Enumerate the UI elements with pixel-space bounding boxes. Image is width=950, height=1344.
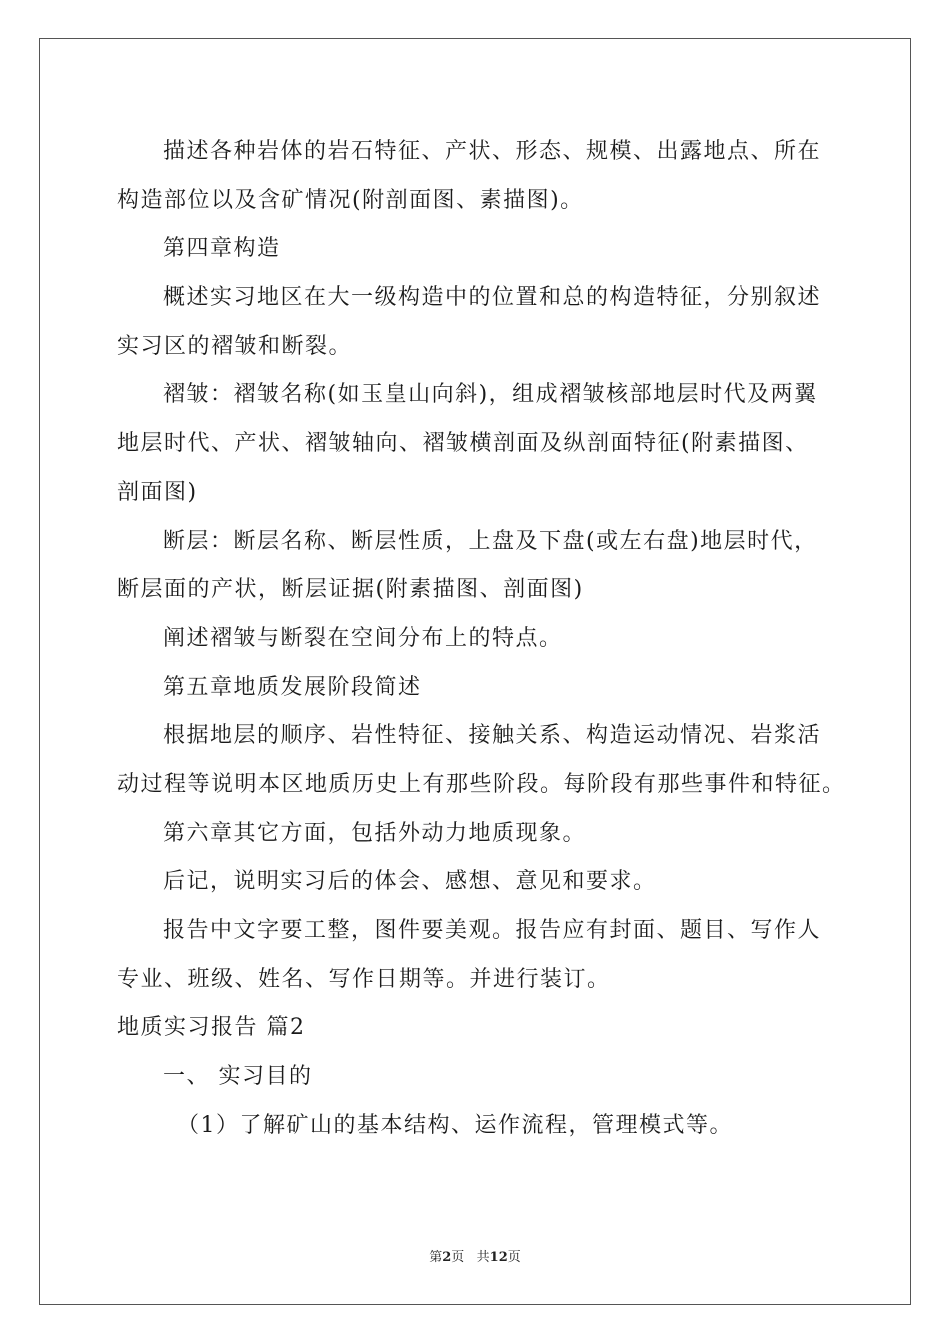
paragraph-line: 断层面的产状，断层证据(附素描图、剖面图) (117, 577, 584, 603)
chapter-heading: 第六章其它方面，包括外动力地质现象。 (163, 820, 587, 846)
paragraph-line: 专业、班级、姓名、写作日期等。并进行装订。 (117, 966, 611, 992)
paragraph-line: 褶皱：褶皱名称(如玉皇山向斜)，组成褶皱核部地层时代及两翼 (163, 382, 818, 408)
page-number: 2 (442, 1250, 452, 1265)
paragraph-line: 根据地层的顺序、岩性特征、接触关系、构造运动情况、岩浆活 (163, 723, 822, 749)
section-heading: 一、 实习目的 (163, 1064, 313, 1090)
paragraph-line: 构造部位以及含矿情况(附剖面图、素描图)。 (117, 187, 584, 213)
paragraph-line: 概述实习地区在大一级构造中的位置和总的构造特征，分别叙述 (163, 285, 822, 311)
list-item: （1）了解矿山的基本结构、运作流程，管理模式等。 (177, 1112, 733, 1138)
paragraph-line: 阐述褶皱与断裂在空间分布上的特点。 (163, 625, 563, 651)
paragraph-line: 描述各种岩体的岩石特征、产状、形态、规模、出露地点、所在 (163, 139, 822, 164)
paragraph-line: 断层：断层名称、断层性质，上盘及下盘(或左右盘)地层时代， (163, 528, 818, 554)
paragraph-line: 剖面图) (117, 479, 198, 505)
footer-mid: 页 共 (451, 1250, 490, 1265)
footer-suffix: 页 (507, 1250, 521, 1265)
paragraph-line: 实习区的褶皱和断裂。 (117, 333, 353, 359)
total-pages: 12 (489, 1250, 508, 1265)
paragraph-line: 动过程等说明本区地质历史上有那些阶段。每阶段有那些事件和特征。 (117, 771, 846, 797)
paragraph-line: 报告中文字要工整，图件要美观。报告应有封面、题目、写作人 (163, 918, 822, 943)
section-title: 地质实习报告 篇2 (117, 1015, 306, 1041)
chapter-heading: 第四章构造 (163, 236, 281, 262)
paragraph-line: 后记，说明实习后的体会、感想、意见和要求。 (163, 869, 657, 895)
chapter-heading: 第五章地质发展阶段简述 (163, 674, 422, 700)
document-body (117, 128, 846, 1150)
paragraph-line: 地层时代、产状、褶皱轴向、褶皱横剖面及纵剖面特征(附素描图、 (117, 431, 809, 457)
footer-prefix: 第 (429, 1250, 443, 1265)
page-footer (0, 1246, 950, 1265)
